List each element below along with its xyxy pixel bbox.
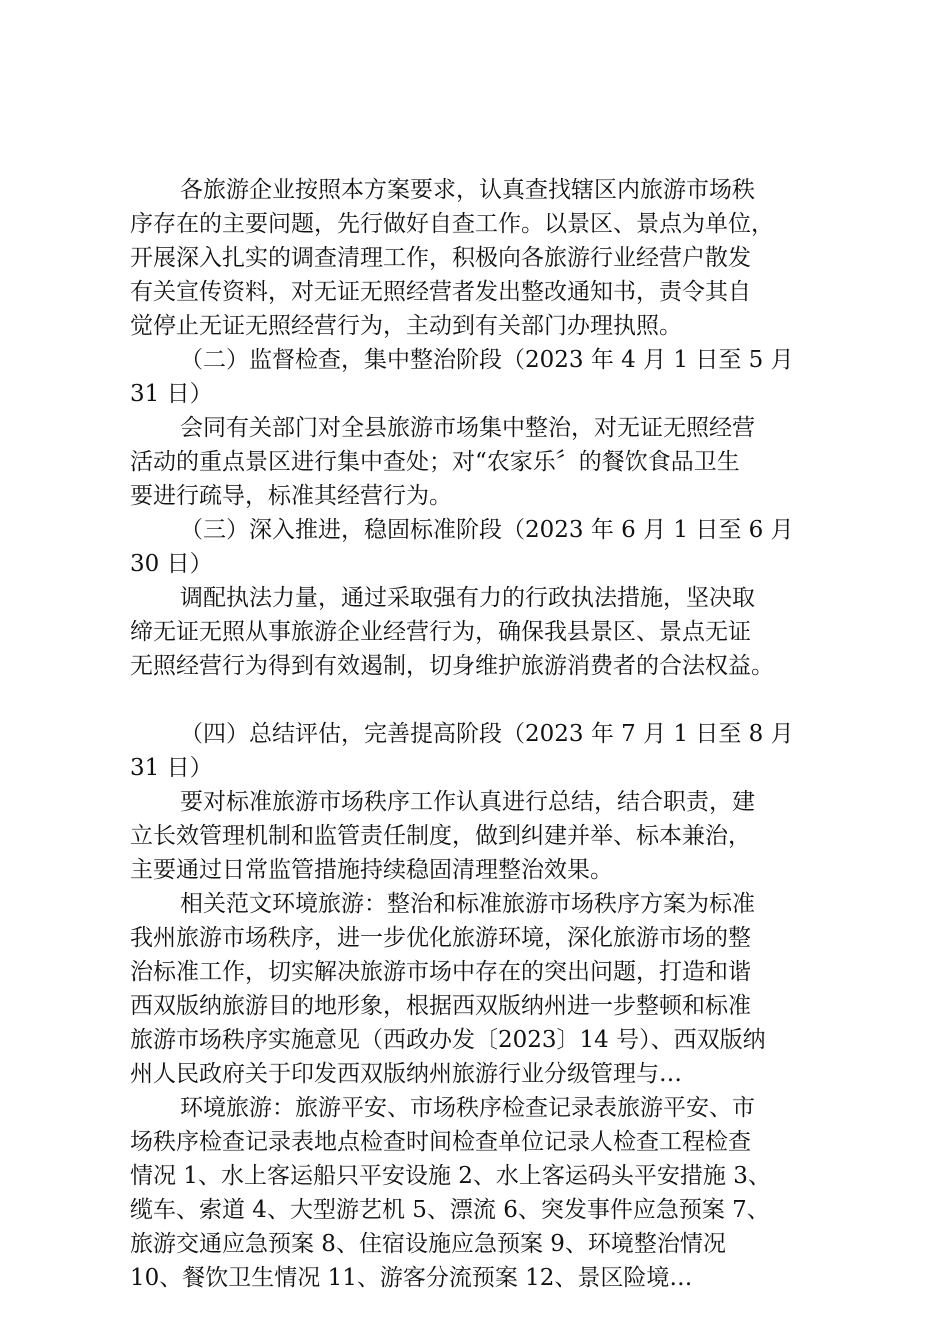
text-line: 场秩序检查记录表地点检查时间检查单位记录人检查工程检查: [130, 1129, 751, 1155]
text-line: 州人民政府关于印发西双版纳州旅游行业分级管理与…: [130, 1061, 682, 1087]
text-line: 活动的重点景区进行集中查处；对“农家乐〞的餐饮食品卫生: [130, 449, 740, 475]
text-line: 旅游市场秩序实施意见（西政办发〔2023〕14 号）、西双版纳: [130, 1027, 766, 1053]
text-line: 31 日）: [130, 381, 213, 407]
text-line: 无照经营行为得到有效遏制，切身维护旅游消费者的合法权益。: [130, 653, 774, 679]
document-body: [130, 173, 830, 1295]
section-heading-2: [130, 343, 830, 411]
text-line: （二）监督检查，集中整治阶段（2023 年 4 月 1 日至 5 月: [180, 347, 794, 373]
paragraph-concentrated-rectification: [130, 411, 830, 513]
text-line: 31 日）: [130, 755, 213, 781]
text-line: 环境旅游：旅游平安、市场秩序检查记录表旅游平安、市: [180, 1095, 755, 1121]
paragraph-enforcement: [130, 581, 830, 683]
text-line: 10、餐饮卫生情况 11、游客分流预案 12、景区险境…: [130, 1265, 693, 1291]
section-heading-3: [130, 513, 830, 581]
text-line: 序存在的主要问题，先行做好自查工作。以景区、景点为单位，: [130, 211, 774, 237]
text-line: 治标准工作，切实解决旅游市场中存在的突出问题，打造和谐: [130, 959, 751, 985]
text-line: 调配执法力量，通过采取强有力的行政执法措施，坚决取: [180, 585, 755, 611]
text-line: 要进行疏导，标准其经营行为。: [130, 483, 452, 509]
text-line: 30 日）: [130, 551, 213, 577]
text-line: 有关宣传资料，对无证无照经营者发出整改通知书，责令其自: [130, 279, 751, 305]
text-line: 会同有关部门对全县旅游市场集中整治，对无证无照经营: [180, 415, 755, 441]
text-line: 相关范文环境旅游：整治和标准旅游市场秩序方案为标准: [180, 891, 755, 917]
text-line: 开展深入扎实的调查清理工作，积极向各旅游行业经营户散发: [130, 245, 751, 271]
section-heading-4: [130, 717, 830, 785]
paragraph-related-article-1: [130, 887, 830, 1091]
text-line: 旅游交通应急预案 8、住宿设施应急预案 9、环境整治情况: [130, 1231, 726, 1257]
text-line: （四）总结评估，完善提高阶段（2023 年 7 月 1 日至 8 月: [180, 721, 794, 747]
paragraph-related-article-2: [130, 1091, 830, 1295]
text-line: 要对标准旅游市场秩序工作认真进行总结，结合职责，建: [180, 789, 755, 815]
text-line: 我州旅游市场秩序，进一步优化旅游环境，深化旅游市场的整: [130, 925, 751, 951]
paragraph-summary: [130, 785, 830, 887]
text-line: （三）深入推进，稳固标准阶段（2023 年 6 月 1 日至 6 月: [180, 517, 794, 543]
blank-line: [130, 683, 830, 717]
text-line: 情况 1、水上客运船只平安设施 2、水上客运码头平安措施 3、: [130, 1163, 771, 1189]
text-line: 缆车、索道 4、大型游艺机 5、漂流 6、突发事件应急预案 7、: [130, 1197, 770, 1223]
text-line: 西双版纳旅游目的地形象，根据西双版纳州进一步整顿和标准: [130, 993, 751, 1019]
text-line: 缔无证无照从事旅游企业经营行为，确保我县景区、景点无证: [130, 619, 751, 645]
text-line: 立长效管理机制和监管责任制度，做到纠建并举、标本兼治，: [130, 823, 751, 849]
text-line: 各旅游企业按照本方案要求，认真查找辖区内旅游市场秩: [180, 177, 755, 203]
text-line: 主要通过日常监管措施持续稳固清理整治效果。: [130, 857, 613, 883]
text-line: 觉停止无证无照经营行为，主动到有关部门办理执照。: [130, 313, 682, 339]
paragraph-self-inspection: [130, 173, 830, 343]
